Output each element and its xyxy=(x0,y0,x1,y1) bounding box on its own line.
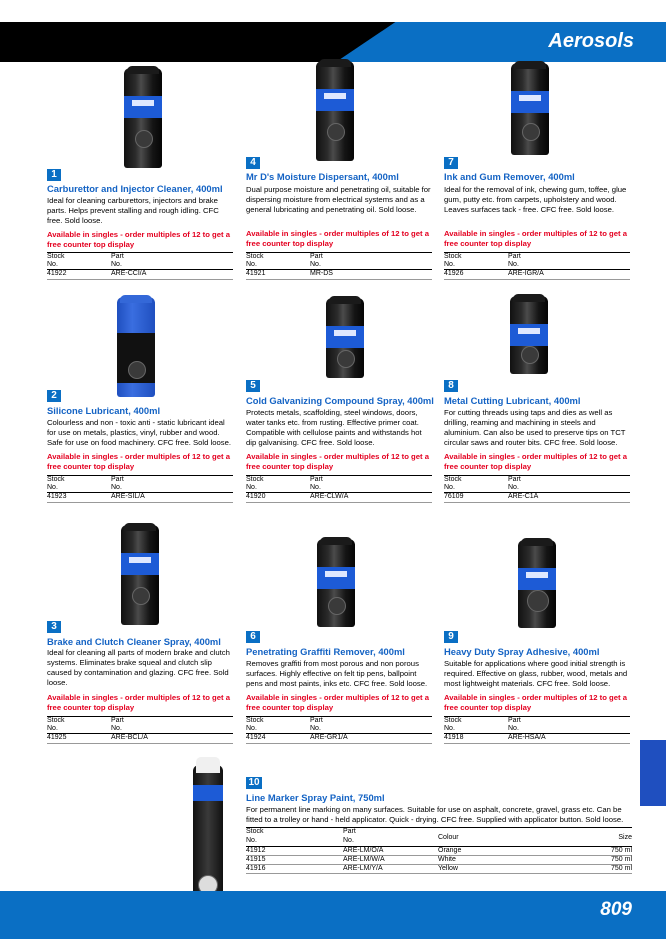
footer-bar xyxy=(0,891,666,939)
table-row: 41925 ARE-BCL/A xyxy=(47,734,233,744)
product-title-6: Penetrating Graffiti Remover, 400ml xyxy=(246,646,405,657)
product-desc-4: Dual purpose moisture and penetrating oil, suitable for dispersing moisture from electrical systems and as a general lubricating and penetrating oil. Sold loose. xyxy=(246,185,431,214)
product-table-1: Stock Part No. No. 41922 ARE-CCI/A xyxy=(47,252,233,280)
product-note-6: Available in singles - order multiples of 12 to get a free counter top display xyxy=(246,693,429,712)
table-row: 41912 ARE-LM/O/A Orange 750 ml xyxy=(246,847,632,854)
product-desc-6: Removes graffiti from most porous and non porous surfaces. Highly effective on felt tip pens, ballpoint pens and most paints, inks etc. CFC free. Sold loose. xyxy=(246,659,428,688)
product-note-3: Available in singles - order multiples of 12 to get a free counter top display xyxy=(47,693,230,712)
product-table-4: Stock Part No. No. 41921 MR-DS xyxy=(246,252,432,280)
table-row: 41918 ARE-HSA/A xyxy=(444,734,630,744)
product-image-3 xyxy=(113,525,183,627)
product-desc-7: Ideal for the removal of ink, chewing gum, toffee, glue gum, putty etc. from carpets, upholstery and wood. Leaves surfaces tack - free. CFC free. Sold loose. xyxy=(444,185,627,214)
product-table-5: Stock Part No. No. 41920 ARE-CLW/A xyxy=(246,475,432,503)
product-table-9: Stock Part No. No. 41918 ARE-HSA/A xyxy=(444,716,630,744)
product-number-5: 5 xyxy=(246,380,260,392)
page-number: 809 xyxy=(600,899,632,920)
product-number-1: 1 xyxy=(47,169,61,181)
product-table-3: Stock Part No. No. 41925 ARE-BCL/A xyxy=(47,716,233,744)
product-title-10: Line Marker Spray Paint, 750ml xyxy=(246,792,385,803)
product-note-9: Available in singles - order multiples of 12 to get a free counter top display xyxy=(444,693,627,712)
header-bar xyxy=(0,22,666,62)
product-number-10: 10 xyxy=(246,777,262,789)
product-number-4: 4 xyxy=(246,157,260,169)
product-desc-1: Ideal for cleaning carburettors, injectors and brake parts. Helps prevent stalling and rough idling. CFC free. Sold loose. xyxy=(47,196,219,225)
product-image-2 xyxy=(109,297,179,399)
product-image-7 xyxy=(503,63,573,165)
product-number-9: 9 xyxy=(444,631,458,643)
product-title-1: Carburettor and Injector Cleaner, 400ml xyxy=(47,183,223,194)
product-number-7: 7 xyxy=(444,157,458,169)
product-desc-8: For cutting threads using taps and dies as well as drilling, reaming and machining in steels and aluminium. Can also be used to preserve tips on TCT circular saws and router bits. CFC free. Sold loose. xyxy=(444,408,626,447)
table-row: 41920 ARE-CLW/A xyxy=(246,493,432,503)
product-title-8: Metal Cutting Lubricant, 400ml xyxy=(444,395,581,406)
product-number-3: 3 xyxy=(47,621,61,633)
product-image-1 xyxy=(116,68,186,170)
product-title-7: Ink and Gum Remover, 400ml xyxy=(444,171,575,182)
product-note-4: Available in singles - order multiples of 12 to get a free counter top display xyxy=(246,229,429,248)
product-desc-2: Colourless and non - toxic anti - static lubricant ideal for use on metals, plastics, vinyl, rubber and wood. Safe for use on food machinery. CFC free. Sold loose. xyxy=(47,418,232,447)
product-table-10: Stock No. Part No. Colour Size 41912 ARE-LM/O/A Orange 750 ml 41915 ARE-LM/W/A White 750 ml 41916 ARE-LM/Y/A Yellow 750 ml xyxy=(246,828,632,872)
table-row: 76109 ARE-C1A xyxy=(444,493,630,503)
product-title-9: Heavy Duty Spray Adhesive, 400ml xyxy=(444,646,600,657)
section-tab xyxy=(640,740,666,806)
product-table-2: Stock Part No. No. 41923 ARE-SIL/A xyxy=(47,475,233,503)
product-image-4 xyxy=(308,61,378,163)
product-number-6: 6 xyxy=(246,631,260,643)
table-row: 41915 ARE-LM/W/A White 750 ml xyxy=(246,856,632,863)
product-image-9 xyxy=(510,540,580,642)
page-title: Aerosols xyxy=(548,30,634,52)
product-table-6: Stock Part No. No. 41924 ARE-GR1/A xyxy=(246,716,432,744)
product-title-4: Mr D's Moisture Dispersant, 400ml xyxy=(246,171,399,182)
product-title-5: Cold Galvanizing Compound Spray, 400ml xyxy=(246,395,434,406)
table-row: 41926 ARE-IGR/A xyxy=(444,270,630,280)
product-desc-3: Ideal for cleaning all parts of modern brake and clutch systems. Eliminates brake squeal and clutch slip caused by contamination and glazing. CFC free. Sold loose. xyxy=(47,648,230,687)
product-table-7: Stock Part No. No. 41926 ARE-IGR/A xyxy=(444,252,630,280)
product-note-7: Available in singles - order multiples of 12 to get a free counter top display xyxy=(444,229,627,248)
product-desc-9: Suitable for applications where good initial strength is required. Effective on glass, rubber, wood, metals and most lightweight materials. CFC free. Sold loose. xyxy=(444,659,628,688)
product-title-3: Brake and Clutch Cleaner Spray, 400ml xyxy=(47,636,221,647)
product-image-6 xyxy=(309,539,379,641)
product-title-2: Silicone Lubricant, 400ml xyxy=(47,405,161,416)
table-row: 41924 ARE-GR1/A xyxy=(246,734,432,744)
product-note-1: Available in singles - order multiples of 12 to get a free counter top display xyxy=(47,230,230,249)
product-number-2: 2 xyxy=(47,390,61,402)
table-row: 41922 ARE-CCI/A xyxy=(47,270,233,280)
table-row: 41916 ARE-LM/Y/A Yellow 750 ml xyxy=(246,865,632,872)
product-note-8: Available in singles - order multiples of 12 to get a free counter top display xyxy=(444,452,627,471)
product-desc-10: For permanent line marking on many surfaces. Suitable for use on asphalt, concrete, gravel, grass etc. Can be fitted to a trolley or hand - held applicator. Quick - drying. CFC free. Supplied with applicator button. Sold loose. xyxy=(246,805,624,824)
product-image-5 xyxy=(318,298,388,400)
product-table-8: Stock Part No. No. 76109 ARE-C1A xyxy=(444,475,630,503)
product-image-8 xyxy=(502,296,572,398)
product-desc-5: Protects metals, scaffolding, steel windows, doors, water tanks etc. from rusting. Effective primer coat. Compatible with cellulose paints and withstands hot dip galvanising. CFC free. Sold loose. xyxy=(246,408,422,447)
product-number-8: 8 xyxy=(444,380,458,392)
product-note-2: Available in singles - order multiples of 12 to get a free counter top display xyxy=(47,452,230,471)
table-row: 41921 MR-DS xyxy=(246,270,432,280)
product-note-5: Available in singles - order multiples of 12 to get a free counter top display xyxy=(246,452,429,471)
table-row: 41923 ARE-SIL/A xyxy=(47,493,233,503)
